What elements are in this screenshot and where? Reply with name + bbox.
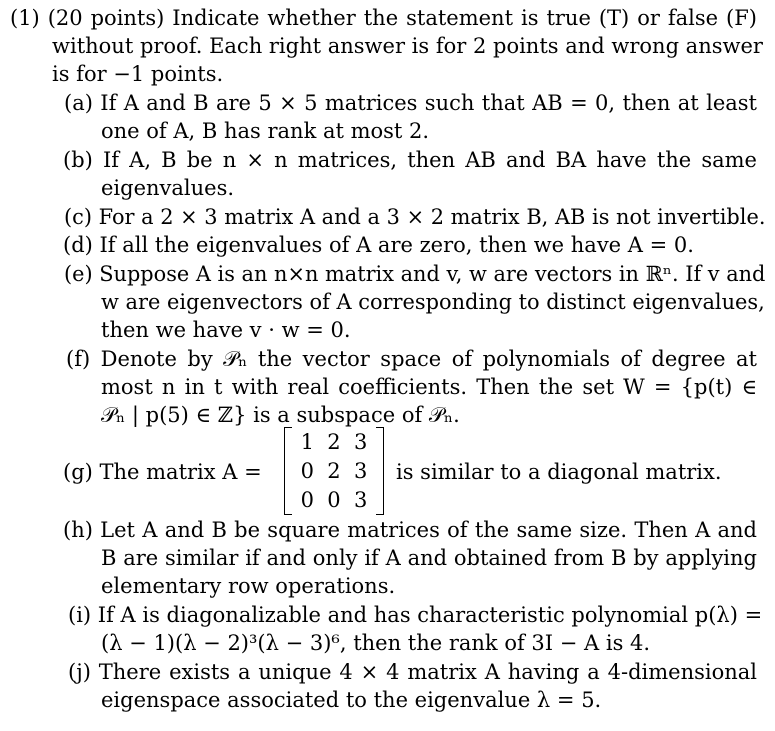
- item-h-line-1: (h) Let A and B be square matrices of the same size. Then A and: [63, 518, 757, 542]
- item-g-prefix: (g) The matrix A =: [63, 460, 262, 484]
- item-f-line-2: most n in t with real coefficients. Then the set W = {p(t) ∈: [101, 375, 757, 399]
- item-e-line-3: then we have v · w = 0.: [101, 318, 351, 342]
- item-h-line-3: elementary row operations.: [101, 574, 396, 598]
- item-i-line-2: (λ − 1)(λ − 2)³(λ − 3)⁶, then the rank of 3I − A is 4.: [101, 631, 651, 655]
- matrix-cell: 3: [353, 488, 368, 512]
- matrix-cell: 2: [327, 430, 341, 454]
- item-b-line-2: eigenvalues.: [101, 176, 235, 200]
- item-f-line-1: (f) Denote by 𝒫ₙ the vector space of polynomials of degree at: [66, 347, 757, 371]
- item-b-line-1: (b) If A, B be n × n matrices, then AB and BA have the same: [63, 148, 757, 172]
- header-line-3: is for −1 points.: [52, 62, 224, 86]
- matrix-cell: 3: [353, 430, 368, 454]
- item-j-line-1: (j) There exists a unique 4 × 4 matrix A having a 4-dimensional: [68, 660, 757, 684]
- item-i-line-1: (i) If A is diagonalizable and has characteristic polynomial p(λ) =: [68, 603, 763, 627]
- item-g-suffix: is similar to a diagonal matrix.: [396, 460, 722, 484]
- item-a-line-2: one of A, B has rank at most 2.: [101, 119, 430, 143]
- item-j-line-2: eigenspace associated to the eigenvalue λ = 5.: [101, 688, 602, 712]
- matrix-cell: 0: [300, 488, 315, 512]
- item-e-line-2: w are eigenvectors of A corresponding to distinct eigenvalues,: [101, 290, 765, 314]
- header-line-1: (1) (20 points) Indicate whether the statement is true (T) or false (F): [10, 6, 757, 30]
- matrix-a: [284, 425, 384, 517]
- matrix-cell: 0: [300, 459, 315, 483]
- matrix-row-2: [294, 457, 374, 485]
- matrix-cell: 1: [300, 430, 315, 454]
- matrix-cell: 3: [353, 459, 368, 483]
- matrix-left-bracket: [284, 427, 292, 515]
- item-e-line-1: (e) Suppose A is an n×n matrix and v, w are vectors in ℝⁿ. If v and: [64, 262, 766, 286]
- item-f-line-3: 𝒫ₙ | p(5) ∈ ℤ} is a subspace of 𝒫ₙ.: [101, 403, 460, 427]
- matrix-right-bracket: [376, 427, 384, 515]
- item-d-line-1: (d) If all the eigenvalues of A are zero, then we have A = 0.: [63, 233, 694, 257]
- matrix-cell: 2: [327, 459, 341, 483]
- matrix-cell: 0: [327, 488, 341, 512]
- item-c-line-1: (c) For a 2 × 3 matrix A and a 3 × 2 matrix B, AB is not invertible.: [64, 205, 766, 229]
- item-h-line-2: B are similar if and only if A and obtained from B by applying: [101, 546, 757, 570]
- matrix-row-1: [294, 428, 374, 456]
- item-a-line-1: (a) If A and B are 5 × 5 matrices such that AB = 0, then at least: [64, 91, 757, 115]
- header-line-2: without proof. Each right answer is for 2 points and wrong answer: [52, 34, 763, 58]
- matrix-row-3: [294, 486, 374, 514]
